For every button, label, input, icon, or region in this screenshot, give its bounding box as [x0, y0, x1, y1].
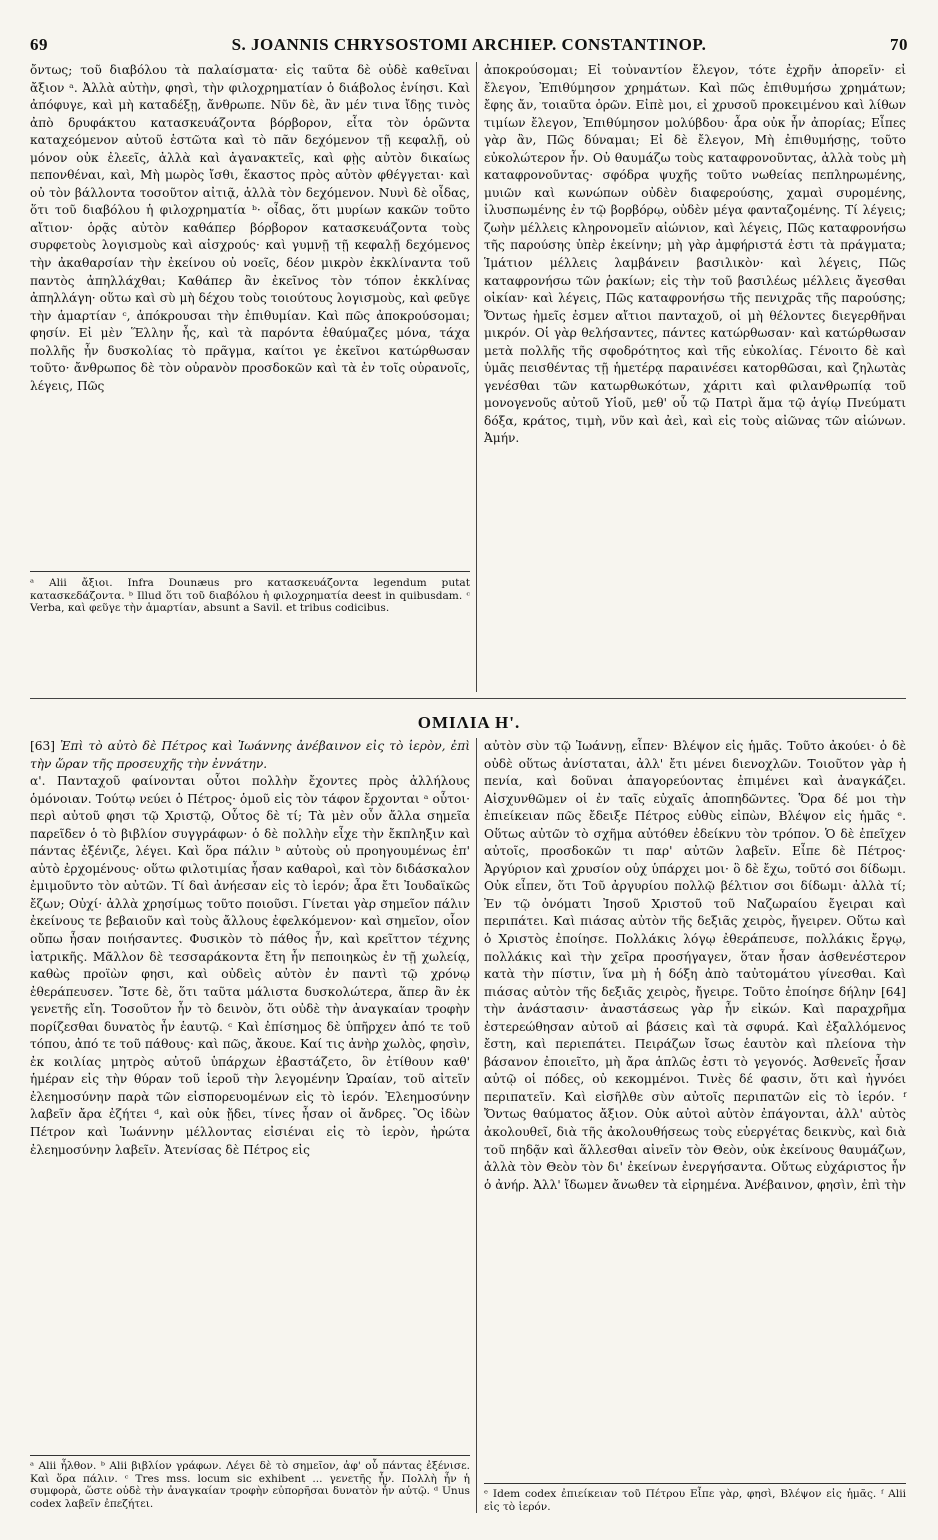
bottom-left-body: α'. Πανταχοῦ φαίνονται οὗτοι πολλὴν ἔχοντες πρὸς ἀλλήλους ὁμόνοιαν. Τούτῳ νεύει ὁ Πέτρος· ὁμοῦ εἰς τὸν τάφον ἔρχονται ᵃ οὗτοι· περὶ αὐτοῦ φησι τῷ Χριστῷ, Οὗτος δὲ τί; Τὰ μὲν οὖν ἄλλα σημεῖα παρεῖδεν ὁ τὸ βιβλίον συγγράφων· ὁ δὲ πολλὴν εἶχε τὴν ἔκπληξιν καὶ πάντας ἐξένιζε, λέγει. Καὶ ὅρα πάλιν ᵇ αὐτοὺς οὐ προηγουμένως ἐπ' αὐτὸ ἐρχομένους· οὕτω φιλοτιμίας ἦσαν καθαροὶ, καὶ τὸν διδάσκαλον ἐμιμοῦντο τὸν αὐτῶν. Τί δαὶ ἀνήεσαν εἰς τὸ ἱερόν; ἆρα ἔτι Ἰουδαϊκῶς ἔζων; Οὐχί· ἀλλὰ χρησίμως τοῦτο ποιοῦσι. Γίνεται γὰρ σημεῖον πάλιν ἐκείνους τε βεβαιοῦν καὶ τοὺς ἄλλους ἐφελκόμενον· καὶ σημεῖον, οἷον οὔπω ἦσαν ποιήσαντες. Φυσικὸν τὸ πάθος ἦν, καὶ κρεῖττον τέχνης ἰατρικῆς. Μᾶλλον δὲ τεσσαράκοντα ἔτη ἦν πεποιηκὼς ἐν τῇ χωλείᾳ, καθὼς προϊὼν φησι, καὶ οὐδεὶς αὐτὸν ἐν παντὶ τῷ χρόνῳ ἐθεράπευσεν. Ἴστε δὲ, ὅτι ταῦτα μάλιστα δυσκολώτερα, ἅπερ ἂν ἐκ γενετῆς εἴη. Τοσοῦτον ἦν τὸ δεινὸν, ὅτι οὐδὲ τὴν ἀναγκαίαν τροφὴν πορίζεσθαι δυνατὸς ἦν ἑαυτῷ. ᶜ Καὶ ἐπίσημος δὲ ὑπῆρχεν ἀπό τε τοῦ τόπου, ἀπό τε τοῦ πάθους· καὶ πῶς, ἄκουε. Καί τις ἀνὴρ χωλὸς, φησὶν, ἐκ κοιλίας μητρὸς αὐτοῦ ὑπάρχων ἐβαστάζετο, ὃν ἐτίθουν καθ' ἡμέραν εἰς τὴν θύραν τοῦ ἱεροῦ τὴν λεγομένην Ὡραίαν, τοῦ αἰτεῖν ἐλεημοσύνην παρὰ τῶν εἰσπορευομένων εἰς τὸ ἱερόν. Ἐλεημοσύνην λαβεῖν ἄρα ἐζήτει ᵈ, καὶ οὐκ ᾔδει, τίνες ἦσαν οἱ ἄνδρες. Ὃς ἰδὼν Πέτρον καὶ Ἰωάννην μέλλοντας εἰσιέναι εἰς τὸ ἱερὸν, ἠρώτα ἐλεημοσύνην λαβεῖν. Ἀτενίσας δὲ Πέτρος εἰς: [30, 774, 470, 1157]
bottom-left-footnotes: [30, 1460, 470, 1510]
bottom-column-divider: [476, 738, 477, 1513]
bottom-left-footnote-text: ᵃ Alii ἦλθον. ᵇ Alii βιβλίον γράφων. Λέγει δὲ τὸ σημεῖον, ἀφ' οὗ πάντας ἐξένισε. Καὶ ὅρα πάλιν. ᶜ Tres mss. locum sic exhibent ... γενετῆς ἦν. Πολλὴ ἦν ἡ συμφορὰ, ὥστε οὐδὲ τὴν ἀναγκαίαν τροφὴν εὐπορῆσαι δυνατὸν ἦν αὐτῷ. ᵈ Unus codex λαβεῖν ἐπεζήτει.: [30, 1460, 470, 1510]
bottom-right-column: [484, 738, 906, 1194]
bottom-right-footnotes: [484, 1488, 906, 1513]
page-reference: [63]: [30, 739, 56, 753]
bottom-left-intro: [30, 738, 470, 773]
top-right-column: [484, 62, 906, 448]
top-left-footnote-text: ᵃ Alii ἄξιοι. Infra Dounæus pro κατασκευάζοντα legendum putat κατασκεδάζοντα. ᵇ Illud ὅτι τοῦ διαβόλου ἡ φιλοχρηματία deest in quibusdam. ᶜ Verba, καὶ φεῦγε τὴν ἁμαρτίαν, absunt a Savil. et tribus codicibus.: [30, 577, 470, 615]
running-header: [30, 32, 908, 58]
bottom-right-notes-rule: [484, 1483, 906, 1484]
top-left-body: ὄντως; τοῦ διαβόλου τὰ παλαίσματα· εἰς ταῦτα δὲ οὐδὲ καθεῖναι ἄξιον ᵃ. Ἀλλὰ αὐτὴν, φησὶ, τὴν φιλοχρηματίαν ὁ διάβολος ἐνίησι. Καὶ ἀπόφυγε, καὶ μὴ καταδέξῃ, ἄνθρωπε. Νῦν δὲ, ἂν μέν τινα ἴδῃς τινὸς ἀπὸ δρυφάκτου κατασκευάζοντα βόρβορον, εἶτα τὸν ὁρῶντα καταχεόμενον αὐτοῦ ἑστῶτα καὶ τὸ πᾶν δεχόμενον τῇ κεφαλῇ, οὐ μόνον οὐκ ἐλεεῖς, ἀλλὰ καὶ ἀγανακτεῖς, καὶ φῂς αὐτὸν δικαίως πεπονθέναι, καὶ, Μὴ μωρὸς ἴσθι, ἕκαστος πρὸς αὐτὸν φθέγγεται· καὶ οὐ τὸν βάλλοντα τοσοῦτον αἰτιᾷ, ἀλλὰ τὸν δεχόμενον. Νυνὶ δὲ οἶδας, ὅτι τοῦ διαβόλου ἡ φιλοχρηματία ᵇ· οἶδας, ὅτι μυρίων κακῶν τοῦτο αἴτιον· ὁρᾷς αὐτὸν καθάπερ βόρβορον κατασκευάζοντα τοὺς συρφετοὺς λογισμοὺς καὶ αἰσχρούς· καὶ γυμνῇ τῇ κεφαλῇ δεχόμενος τὴν ἀκαθαρσίαν τὴν ἐκείνου οὐ νοεῖς, δέον μικρὸν ἐκκλίναντα τοῦ παντὸς ἀπηλλάχθαι; Καθάπερ ἂν ἐκεῖνος τὸν τόπον ἐκκλίνας ἀπηλλάγη· οὕτω καὶ σὺ μὴ δέχου τοὺς τοιούτους λογισμοὺς, καὶ φεῦγε τὴν ἁμαρτίαν ᶜ, ἀπόκρουσαι τὴν ἐπιθυμίαν. Καὶ πῶς ἀποκρούσομαι; φησίν. Εἰ μὲν Ἕλλην ἦς, καὶ τὰ παρόντα ἐθαύμαζες μόνα, τάχα πολλῆς ἦν δυσκολίας τὸ πρᾶγμα, καίτοι γε ἐκεῖνοι κατώρθωσαν τοῦτο· ἄνθρωπος δὲ τὸν οὐρανὸν προσδοκῶν καὶ τὰ ἐν τοῖς οὐρανοῖς, λέγεις, Πῶς: [30, 63, 470, 393]
bottom-right-footnote-text: ᵉ Idem codex ἐπιείκειαν τοῦ Πέτρου Εἶπε γὰρ, φησὶ, Βλέψον εἰς ἡμᾶς. ᶠ Alii εἰς τὸ ἱερόν.: [484, 1488, 906, 1513]
bottom-right-body: αὐτὸν σὺν τῷ Ἰωάννῃ, εἶπεν· Βλέψον εἰς ἡμᾶς. Τοῦτο ἀκούει· ὁ δὲ οὐδὲ οὕτως ἀνίσταται, ἀλλ' ἔτι μένει διενοχλῶν. Τοιοῦτον γὰρ ἡ πενία, καὶ δοῦναι ἀπαγορεύοντας ἐπιμένει καὶ ἀναγκάζει. Αἰσχυνθῶμεν οἱ ἐν ταῖς εὐχαῖς ἀποπηδῶντες. Ὅρα δέ μοι τὴν ἐπιείκειαν πῶς ἔδειξε Πέτρος εὐθὺς εἰπὼν, Βλέψον εἰς ἡμᾶς ᵉ. Οὕτως αὐτῶν τὸ σχῆμα αὐτόθεν ἐδείκνυ τὸν τρόπον. Ὁ δὲ ἐπεῖχεν αὐτοῖς, προσδοκῶν τι παρ' αὐτῶν λαβεῖν. Εἶπε δὲ Πέτρος· Ἀργύριον καὶ χρυσίον οὐχ ὑπάρχει μοι· ὃ δὲ ἔχω, τοῦτό σοι δίδωμι. Οὐκ εἶπεν, ὅτι Τοῦ ἀργυρίου πολλῷ βέλτιον σοι δίδωμι· ἀλλὰ τί; Ἐν τῷ ὀνόματι Ἰησοῦ Χριστοῦ τοῦ Ναζωραίου ἔγειραι καὶ περιπάτει. Καὶ πιάσας αὐτὸν τῆς δεξιᾶς χειρὸς, ἤγειρεν. Οὕτω καὶ ὁ Χριστὸς ἐποίησε. Πολλάκις λόγῳ ἐθεράπευσε, πολλάκις ἔργῳ, πολλάκις καὶ τὴν χεῖρα προσήγαγεν, ὅταν ἦσαν ἀσθενέστερον κατὰ τὴν πίστιν, ἵνα μὴ ἡ δόξη ἀπὸ ταὐτομάτου γίνεσθαι. Καὶ πιάσας αὐτὸν τῆς δεξιᾶς χειρὸς, ἤγειρε. Τοῦτο ἐποίησε δήλην [64] τὴν ἀνάστασιν· ἀναστάσεως γὰρ ἦν εἰκών. Καὶ παραχρῆμα ἐστερεώθησαν αὐτοῦ αἱ βάσεις καὶ τὰ σφυρά. Καὶ ἐξαλλόμενος ἔστη, καὶ περιεπάτει. Πειράζων ἴσως ἑαυτὸν καὶ πλείονα τὴν βάσανον ἐποιεῖτο, μὴ ἄρα ἁπλῶς ἐστι τὸ γεγονός. Ἀσθενεῖς ἦσαν αὐτῷ οἱ πόδες, οὐ κεκομμένοι. Τινὲς δέ φασιν, ὅτι καὶ ἠγνόει περιπατεῖν. Καὶ εἰσῆλθε σὺν αὐτοῖς περιπατῶν εἰς τὸ ἱερόν. ᶠ Ὄντως θαύματος ἄξιον. Οὐκ αὐτοὶ αὐτὸν ἐπάγονται, ἀλλ' αὐτὸς ἀκολουθεῖ, διὰ τῆς ἀκολουθήσεως τοὺς εὐεργέτας δεικνὺς, καὶ διὰ τοῦ πηδᾷν καὶ ἅλλεσθαι αἰνεῖν τὸν Θεὸν, οὐκ ἐκείνους θαυμάζων, ἀλλὰ τὸν Θεὸν τὸν δι' ἐκείνων ἐνεργήσαντα. Οὕτως εὐχάριστος ἦν ὁ ἀνήρ. Ἀλλ' ἴδωμεν ἄνωθεν τὰ εἰρημένα. Ἀνέβαινον, φησὶν, ἐπὶ τὴν: [484, 739, 906, 1192]
top-left-footnotes: [30, 577, 470, 615]
right-page-number: 70: [890, 35, 908, 54]
left-page-number: 69: [30, 35, 48, 54]
bottom-left-notes-rule: [30, 1455, 470, 1456]
top-column-divider: [476, 62, 477, 692]
homily-title: ΟΜΙΛΙΑ Η'.: [417, 713, 521, 732]
top-right-body: ἀποκρούσομαι; Εἰ τοὐναντίον ἔλεγον, τότε ἐχρῆν ἀπορεῖν· εἰ ἔλεγον, Ἐπιθύμησον χρημάτων. Καὶ πῶς ἐπιθυμήσω χρημάτων; ἔφης ἄν, τοιαῦτα ὁρῶν. Εἰπὲ μοι, εἰ χρυσοῦ προκειμένου καὶ λίθων τιμίων ἔλεγον, Ἐπιθύμησον μολύβδου· ἆρα οὐκ ἦν ἀπορίας; Εἶπες γὰρ ἂν, Πῶς δύναμαι; Εἰ δὲ ἔλεγον, Μὴ ἐπιθυμήσῃς, τοῦτο εὐκολώτερον ἦν. Οὐ θαυμάζω τοὺς καταφρονοῦντας, ἀλλὰ τοὺς μὴ καταφρονοῦντας· σφόδρα ψυχῆς τοῦτο νωθείας πεπληρωμένης, μυιῶν καὶ κωνώπων οὐδὲν διαφερούσης, χαμαὶ συρομένης, ἰλυσπωμένης ἐν τῷ βορβόρῳ, οὐδὲν μέγα φανταζομένης. Τί λέγεις; ζωὴν μέλλεις κληρονομεῖν αἰώνιον, καὶ λέγεις, Πῶς καταφρονήσω τῆς παρούσης ὑπὲρ ἐκείνην; μὴ γὰρ ἀμφήριστά ἐστι τὰ πράγματα; Ἱμάτιον μέλλεις λαμβάνειν βασιλικὸν· καὶ λέγεις, Πῶς καταφρονήσω τῶν ῥακίων; εἰς τὴν τοῦ βασιλέως μέλλεις ἄγεσθαι οἰκίαν· καὶ λέγεις, Πῶς καταφρονήσω τῆς πενιχρᾶς τῆς παρούσης; Ὄντως ἡμεῖς ἐσμεν αἴτιοι πανταχοῦ, οἱ μὴ θέλοντες διεγερθῆναι μικρόν. Οἱ γὰρ θελήσαντες, πάντες κατώρθωσαν· καὶ κατώρθωσαν μετὰ πολλῆς τῆς σφοδρότητος καὶ τῆς εὐκολίας. Γένοιτο δὲ καὶ ὑμᾶς πεισθέντας τῇ ἡμετέρᾳ παραινέσει κατορθῶσαι, καὶ ζηλωτὰς γενέσθαι τῶν κατωρθωκότων, χάριτι καὶ φιλανθρωπίᾳ τοῦ μονογενοῦς αὐτοῦ Υἱοῦ, μεθ' οὗ τῷ Πατρὶ ἅμα τῷ ἁγίῳ Πνεύματι δόξα, κράτος, τιμὴ, νῦν καὶ ἀεὶ, καὶ εἰς τοὺς αἰῶνας τῶν αἰώνων. Ἀμήν.: [484, 63, 906, 446]
scripture-heading: Ἐπὶ τὸ αὐτὸ δὲ Πέτρος καὶ Ἰωάννης ἀνέβαινον εἰς τὸ ἱερὸν, ἐπὶ τὴν ὥραν τῆς προσευχῆς τὴν ἐννάτην.: [30, 739, 471, 771]
section-divider: [30, 698, 906, 699]
top-left-notes-rule: [30, 571, 470, 572]
top-left-column: [30, 62, 470, 395]
bottom-left-column: [30, 738, 470, 1159]
running-title: S. JOANNIS CHRYSOSTOMI ARCHIEP. CONSTANTINOP.: [231, 35, 707, 54]
